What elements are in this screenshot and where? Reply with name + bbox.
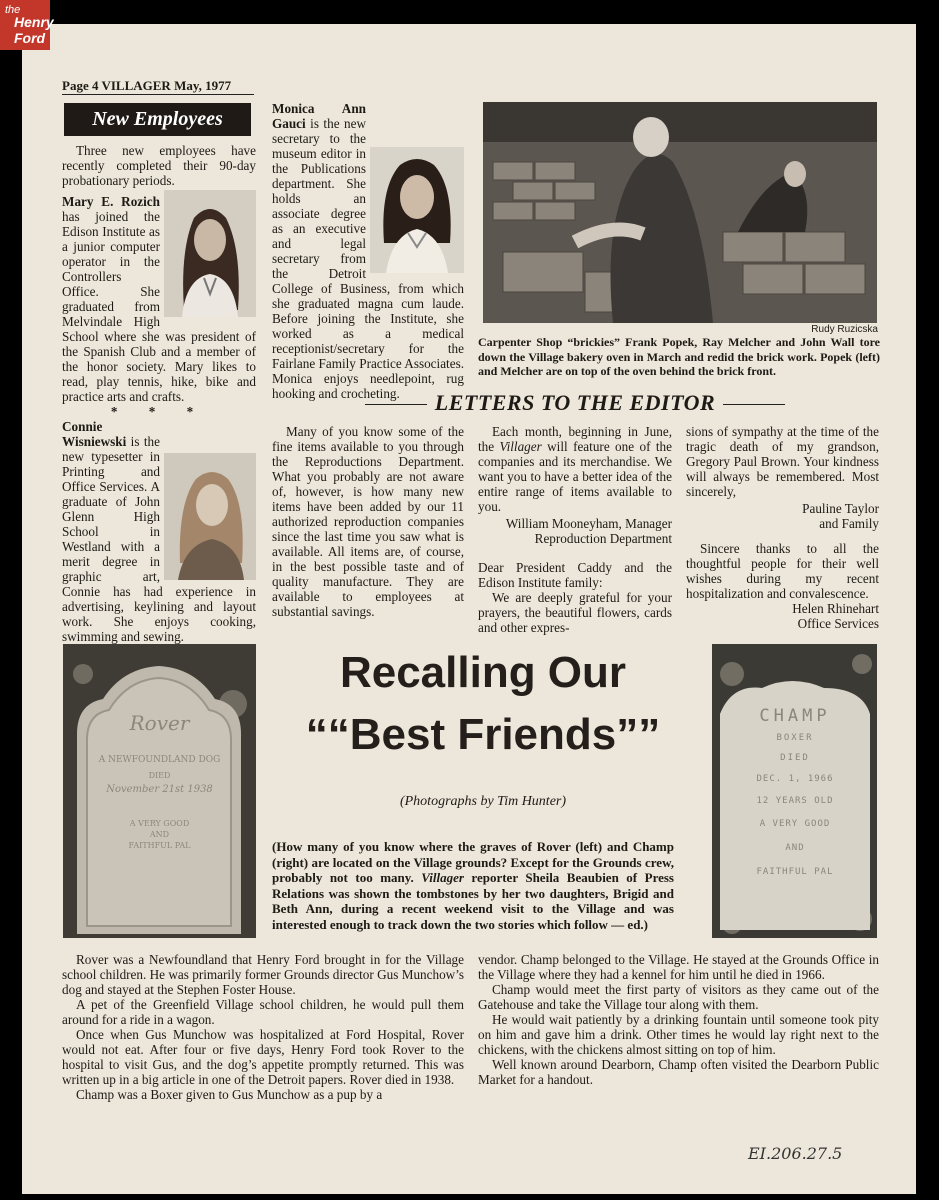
rover-inscription	[83, 710, 236, 852]
champ-stone-name: CHAMP	[759, 706, 831, 726]
rover-paragraph-2: A pet of the Greenfield Village school children, he would pull them around for a ride in a wagon.	[62, 997, 464, 1027]
letters-column-2	[478, 424, 672, 635]
monica-gauci-photo	[370, 147, 464, 273]
champ-paragraph-2: Champ would meet the first party of visitors as they came out of the Gatehouse and take the Village tour along with them.	[478, 982, 879, 1012]
champ-inscription	[720, 704, 870, 884]
rover-stone-line-2: AND	[149, 830, 170, 839]
section-stars: * * *	[110, 404, 208, 419]
connie-wisniewski-photo	[164, 453, 256, 580]
signature-taylor-family: and Family	[819, 516, 879, 531]
champ-stone-line-2: AND	[785, 843, 805, 853]
new-employees-column-2	[272, 101, 464, 401]
bakery-photo-caption: Carpenter Shop “brickies” Frank Popek, Ray Melcher and John Wall tore down the Village bakery oven in March and redid the brick work. Popek (left) and Melcher are on top of the oven behind the brick front.	[478, 335, 880, 378]
headline-line-1: Recalling Our	[339, 648, 627, 697]
monica-name: Monica Ann Gauci	[272, 101, 366, 131]
henry-ford-logo[interactable]: the Henry Ford	[0, 0, 50, 50]
signature-rhinehart: Helen Rhinehart	[792, 601, 879, 616]
signature-taylor: Pauline Taylor	[802, 501, 879, 516]
monica-bio: is the new secretary to the museum editor in the Publications department. She holds an associate degree as an executive and legal secretary from the Detroit College of Business, from which she graduated magna cum laude. Before joining the Institute, she worked as a medical receptionist/secretary for the Fairlane Family Practice Associates. Monica enjoys needlepoint, rug hooking and crocheting.	[272, 116, 464, 401]
reproductions-letter: Many of you know some of the fine items available to you through the Reproductions Department. What you probably are not aware of, however, is how many new items have been added by our 11 authorized reproduction companies since the last time you saw what is available. All items are, of course, in the best possible taste and of quality manufacture. They are available to employees at substantial savings.	[272, 424, 464, 619]
photographs-credit: (Photographs by Tim Hunter)	[399, 794, 567, 809]
heading-rule-right	[723, 404, 785, 405]
letters-heading-wrap	[270, 390, 880, 416]
rover-stone-died: DIED	[148, 771, 171, 780]
headline-line-2: ““Best Friends””	[305, 710, 661, 759]
intro-text-cont: reporter Sheila Beaubien of Press Relations was shown the tombstones by her two daughters, Brigid and Beth Ann, during a recent weekend visit to the Village and was interested enough to track down the two stories which follow — ed.)	[272, 870, 674, 932]
champ-stone-line-3: FAITHFUL PAL	[756, 867, 834, 877]
sympathy-letter-end: sions of sympathy at the time of the tragic death of my grandson, Gregory Paul Brown. Your kindness will always be remembered. Most sincerely,	[686, 424, 879, 499]
thanks-letter: Sincere thanks to all the thoughtful people for their well wishes during my recent hospitalization and convalescence.	[686, 541, 879, 601]
rover-tombstone-photo	[63, 644, 256, 938]
champ-paragraph-3: He would wait patiently by a drinking fountain until someone took pity on him and gave him a drink. Other times he would lay right next to the chickens, with the chickens almost sitting on top of him.	[478, 1012, 879, 1057]
photo-credit: Rudy Ruzicska	[811, 324, 878, 335]
page-folio: Page 4 VILLAGER May, 1977	[62, 78, 232, 93]
signature-office-services: Office Services	[797, 616, 879, 631]
feature-intro	[272, 839, 674, 932]
intro-text: (How many of you know where the graves of Rover (left) and Champ (right) are located on the Village grounds? Except for the Grounds crew, probably not too many.	[272, 839, 674, 885]
rover-paragraph-1: Rover was a Newfoundland that Henry Ford brought in for the Village school children. He was primarily former Grounds director Gus Munchow’s dog and stayed at the Stephen Foster House.	[62, 952, 464, 997]
mary-rozich-photo	[164, 190, 256, 317]
feature-headline	[266, 642, 700, 766]
champ-paragraph-start: Champ was a Boxer given to Gus Munchow as a pup by a	[76, 1087, 383, 1102]
feature-body-left	[62, 952, 464, 1102]
catalog-number: EI.206.27.5	[748, 1144, 843, 1163]
letter-salutation: Dear President Caddy and the Edison Institute family:	[478, 560, 672, 590]
champ-paragraph-1: vendor. Champ belonged to the Village. He stayed at the Grounds Office in the Village where they had a kennel for him until he died in 1966.	[478, 952, 879, 982]
champ-paragraph-4: Well known around Dearborn, Champ often visited the Dearborn Public Market for a handout.	[478, 1057, 879, 1087]
champ-stone-date: DEC. 1, 1966	[756, 774, 834, 784]
intro-villager: Villager	[421, 870, 464, 885]
connie-name: Connie Wisniewski	[62, 419, 127, 449]
champ-tombstone-photo	[712, 644, 877, 938]
mary-name: Mary E. Rozich	[62, 194, 160, 209]
new-employees-column-1	[62, 143, 256, 644]
letters-column-3	[686, 424, 879, 631]
rover-stone-line-3: FAITHFUL PAL	[128, 841, 191, 850]
champ-stone-line-1: A VERY GOOD	[759, 819, 831, 829]
new-employees-banner: New Employees	[64, 103, 251, 136]
rover-stone-line-1: A VERY GOOD	[129, 819, 190, 828]
heading-rule-left	[365, 404, 427, 405]
monthly-feature-text-cont: will feature one of the companies and its merchandise. We want you to have a better idea of the entire range of items available to you.	[478, 439, 672, 514]
mary-bio: has joined the Edison Institute as a junior computer operator in the Controllers Office. She graduated from Melvindale High School where she was president of the Spanish Club and a member of the honor society. Mary likes to read, play tennis, hike, bike and practice arts and crafts.	[62, 209, 256, 404]
champ-stone-age: 12 YEARS OLD	[756, 796, 834, 806]
feature-body-right	[478, 952, 879, 1087]
villager-name: Villager	[499, 439, 542, 454]
letters-column-1	[272, 424, 464, 619]
rover-paragraph-3: Once when Gus Munchow was hospitalized at Ford Hospital, Rover would not eat. After four or five days, Henry Ford took Rover to the hospital to visit Gus, and the dog’s appetite promptly returned. This was written up in a big article in one of the Detroit papers. Rover died in 1938.	[62, 1027, 464, 1087]
bakery-oven-photo	[483, 102, 877, 323]
folio-rule	[62, 94, 254, 95]
monthly-feature-text: Each month, beginning in June, the	[478, 424, 672, 454]
connie-bio: is the new typesetter in Printing and Office Services. A graduate of John Glenn High School in Westland with a merit degree in graphic art, Connie has had experience in advertising, keylining and layout work. She enjoys cooking, swimming and sewing.	[62, 434, 256, 644]
champ-stone-breed: BOXER	[776, 733, 814, 743]
sympathy-letter-start: We are deeply grateful for your prayers, the beautiful flowers, cards and other expres-	[478, 590, 672, 635]
letters-heading: LETTERS TO THE EDITOR	[434, 390, 716, 415]
signature-mooneyham: William Mooneyham, Manager	[505, 516, 672, 531]
new-employees-intro: Three new employees have recently completed their 90-day probationary periods.	[62, 143, 256, 188]
champ-stone-died: DIED	[780, 753, 810, 763]
rover-stone-breed: A NEWFOUNDLAND DOG	[98, 755, 221, 765]
rover-stone-date: November 21st 1938	[106, 784, 213, 795]
signature-reproduction-dept: Reproduction Department	[534, 531, 672, 546]
rover-stone-name: Rover	[129, 711, 190, 735]
